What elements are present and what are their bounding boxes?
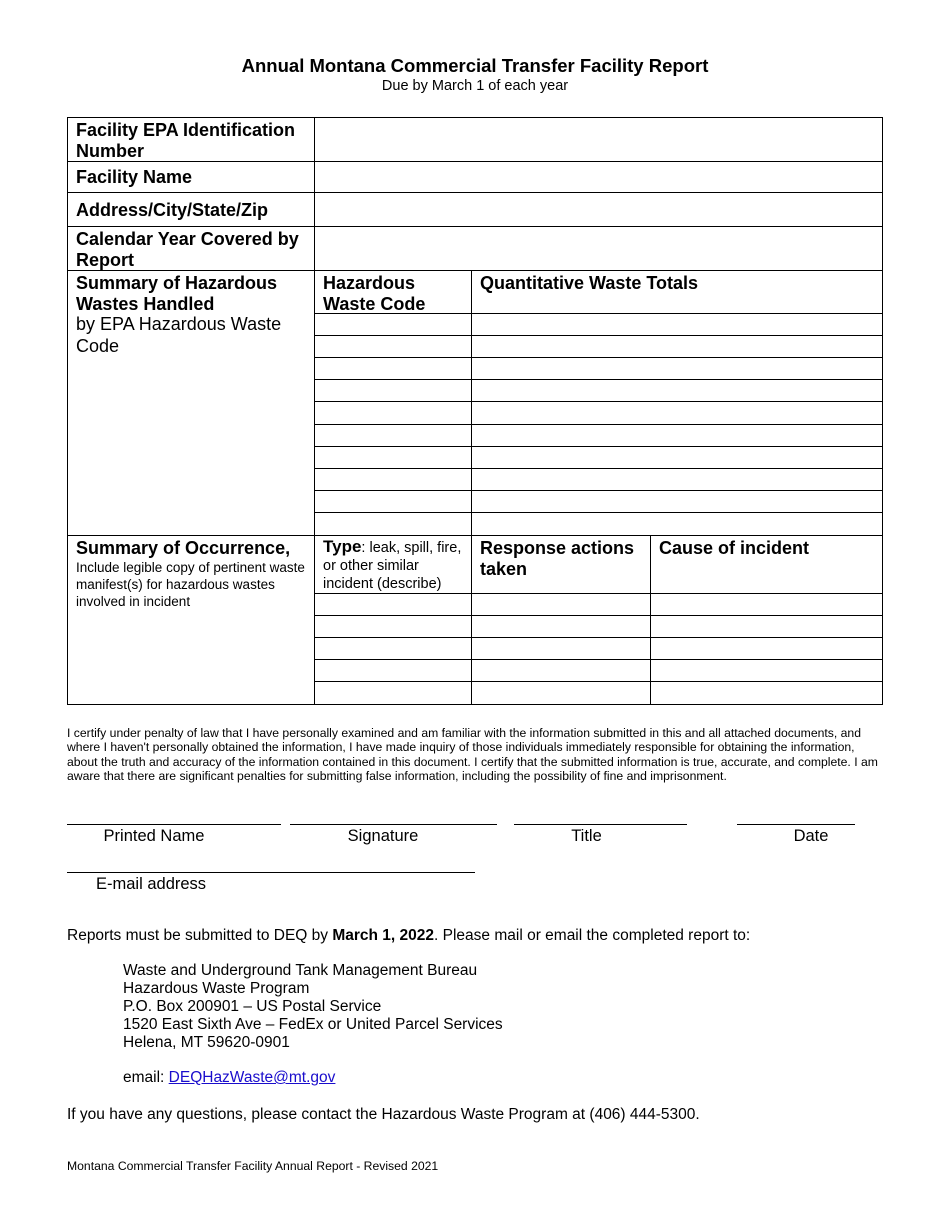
col-response-actions: Response actions taken — [480, 538, 635, 579]
col-waste-totals: Quantitative Waste Totals — [480, 273, 699, 293]
page-footer: Montana Commercial Transfer Facility Annual Report - Revised 2021 — [67, 1159, 439, 1173]
submission-deadline: March 1, 2022 — [332, 927, 435, 944]
mailing-address — [123, 962, 503, 1052]
signature-label: Signature — [347, 827, 419, 845]
address-label: Address/City/State/Zip — [76, 200, 269, 220]
summary-waste-title: Summary of Hazardous Wastes Handled — [76, 273, 278, 314]
email-line[interactable] — [67, 872, 475, 873]
summary-waste-label — [68, 271, 314, 359]
col-waste-code: Hazardous Waste Code — [323, 273, 426, 314]
page-title: Annual Montana Commercial Transfer Facility Report — [241, 55, 709, 76]
address-field[interactable] — [315, 193, 882, 226]
date-label: Date — [793, 827, 829, 845]
address-line: P.O. Box 200901 – US Postal Service — [123, 998, 382, 1015]
email-contact — [123, 1069, 335, 1087]
facility-epa-id-field[interactable] — [315, 118, 882, 161]
page-subtitle: Due by March 1 of each year — [381, 78, 569, 94]
title-line[interactable] — [514, 824, 687, 825]
title-label: Title — [571, 827, 602, 845]
submission-instruction — [67, 927, 750, 945]
facility-epa-id-label: Facility EPA Identification Number — [76, 120, 296, 161]
facility-name-label: Facility Name — [76, 167, 193, 187]
address-line: Hazardous Waste Program — [123, 980, 310, 997]
calendar-year-field[interactable] — [315, 227, 882, 270]
col-incident-type-desc: : leak, spill, fire, or other similar incident (describe) — [323, 540, 462, 592]
address-line: Helena, MT 59620-0901 — [123, 1034, 290, 1051]
summary-occurrence-note: Include legible copy of pertinent waste manifest(s) for hazardous wastes involved in incident — [76, 559, 305, 609]
submission-text-after: . Please mail or email the completed report to: — [434, 927, 751, 944]
email-contact-label: email: — [123, 1069, 169, 1086]
contact-info: If you have any questions, please contact the Hazardous Waste Program at (406) 444-5300. — [67, 1106, 700, 1123]
printed-name-line[interactable] — [67, 824, 281, 825]
summary-occurrence-label — [68, 536, 314, 612]
col-incident-type-bold: Type — [323, 537, 362, 556]
col-incident-type — [315, 536, 471, 595]
date-line[interactable] — [737, 824, 855, 825]
summary-occurrence-title: Summary of Occurrence, — [76, 538, 291, 558]
address-line: Waste and Underground Tank Management Bureau — [123, 962, 478, 979]
summary-waste-subtitle: by EPA Hazardous Waste Code — [76, 314, 282, 356]
printed-name-label: Printed Name — [103, 827, 205, 845]
email-link[interactable]: DEQHazWaste@mt.gov — [168, 1069, 336, 1086]
submission-text-before: Reports must be submitted to DEQ by — [67, 927, 333, 944]
signature-line[interactable] — [290, 824, 497, 825]
certification-statement: I certify under penalty of law that I have personally examined and am familiar with the information submitted in this and all attached documents, and where I haven't personally obtained the information, I have made inquiry of those individuals immediately responsible for obtaining the information, about the truth and accuracy of the information contained in this document. I certify that the submitted information is true, accurate, and complete. I am aware that there are significant penalties for submitting false information, including the possibility of fine and imprisonment. — [67, 726, 878, 783]
email-label: E-mail address — [96, 875, 207, 893]
facility-name-field[interactable] — [315, 162, 882, 192]
calendar-year-label: Calendar Year Covered by Report — [76, 229, 299, 270]
col-cause-incident: Cause of incident — [659, 538, 810, 558]
address-line: 1520 East Sixth Ave – FedEx or United Parcel Services — [123, 1016, 503, 1033]
